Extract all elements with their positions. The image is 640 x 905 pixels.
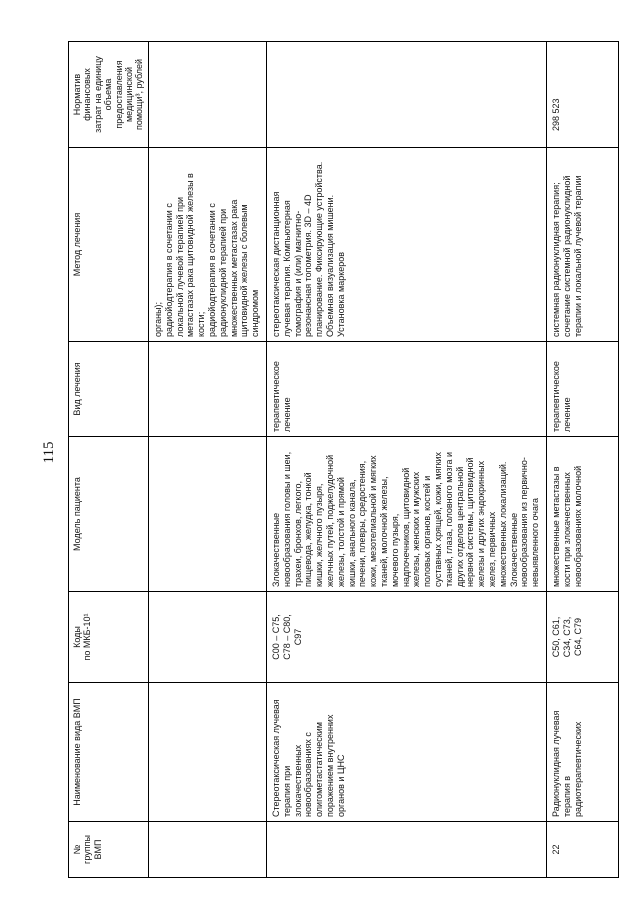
header-cost-standard: Норматив финансовых затрат на единицу объема предоставления медицинской помощи³, рублей [69, 42, 149, 148]
vmp-table [68, 41, 619, 878]
cell-icd-codes: C00 – C75, C78 – C80, C97 [267, 592, 547, 683]
page-number: 115 [41, 441, 57, 464]
cell-icd-codes [149, 592, 267, 683]
cell-treatment-method: органы); радиойодтерапия в сочетании с локальной лучевой терапией при метастазах рака щитовидной железы в кости; радиойодтерапия в сочетании с радионуклидной терапией при множественных метастазах рака щитовидной железы с болевым синдромом [149, 148, 267, 342]
header-treatment-type: Вид лечения [69, 342, 149, 437]
cell-patient-model [149, 437, 267, 592]
cell-vmp-name: Стереотаксическая лучевая терапия при злокачественных новообразованиях с олигометастатическим поражением внутренних органов и ЦНС [267, 683, 547, 822]
cell-cost-standard: 298 523 [547, 42, 619, 148]
cell-group-no [267, 822, 547, 878]
cell-group-no [149, 822, 267, 878]
cell-treatment-type: терапевтическое лечение [547, 342, 619, 437]
header-icd-codes: Коды по МКБ-10¹ [69, 592, 149, 683]
cell-treatment-method: системная радионуклидная терапия; сочетание системной радионуклидной терапии и локальной лучевой терапии [547, 148, 619, 342]
header-patient-model: Модель пациента [69, 437, 149, 592]
table-row [149, 42, 267, 878]
cell-icd-codes: C50, C61, C34, C73, C64, C79 [547, 592, 619, 683]
header-group-no: № группы ВМП [69, 822, 149, 878]
cell-patient-model: Злокачественные новообразования головы и шеи, трахеи, бронхов, легкого, пищевода, желудка, тонкой кишки, желчного пузыря, желчных путей, поджелудочной железы, толстой и прямой кишки, анального канала, печени, плевры, средостения, кожи, мезотелиальной и мягких тканей, молочной железы, мочевого пузыря, надпочечников, щитовидной железы, женских и мужских половых органов, костей и суставных хрящей, кожи, мягких тканей, глаза, головного мозга и других отделов центральной нервной системы, щитовидной железы и других эндокринных желез, первичных множественных локализаций. Злокачественные новообразования из первично- невыявленного очага [267, 437, 547, 592]
header-vmp-name: Наименование вида ВМП [69, 683, 149, 822]
cell-patient-model: множественные метастазы в кости при злокачественных новообразованиях молочной [547, 437, 619, 592]
table-row [547, 42, 619, 878]
table-header-row [69, 42, 149, 878]
cell-vmp-name: Радионуклидная лучевая терапия в радиотерапевтических [547, 683, 619, 822]
cell-treatment-method: стереотаксическая дистанционная лучевая терапия. Компьютерная томография и (или) магнитно- резонансная топометрия. 3D – 4D планирование. Фиксирующие устройства. Объемная визуализация мишени. Установка маркеров [267, 148, 547, 342]
header-treatment-method: Метод лечения [69, 148, 149, 342]
cell-treatment-type [149, 342, 267, 437]
cell-cost-standard [149, 42, 267, 148]
cell-treatment-type: терапевтическое лечение [267, 342, 547, 437]
cell-cost-standard [267, 42, 547, 148]
cell-vmp-name [149, 683, 267, 822]
cell-group-no: 22 [547, 822, 619, 878]
table-row [267, 42, 547, 878]
